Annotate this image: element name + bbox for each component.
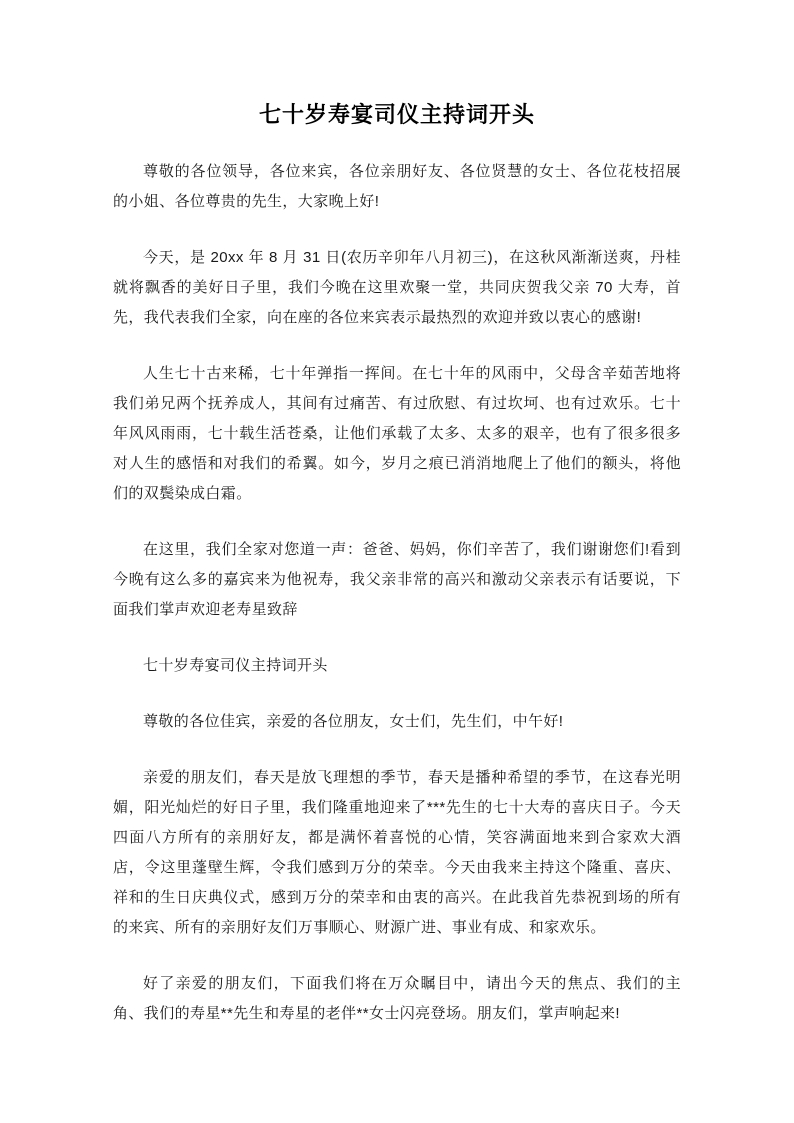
paragraph: 今天，是 20xx 年 8 月 31 日(农历辛卯年八月初三)，在这秋风渐渐送爽，丹桂就将飘香的美好日子里，我们今晚在这里欢聚一堂，共同庆贺我父亲 70 大寿，首先，我代表我们全家，向在座的各位来宾表示最热烈的欢迎并致以衷心的感谢! [113,249,681,326]
paragraph: 亲爱的朋友们，春天是放飞理想的季节，春天是播种希望的季节，在这春光明媚，阳光灿烂的好日子里，我们隆重地迎来了***先生的七十大寿的喜庆日子。今天四面八方所有的亲朋好友，都是满怀着喜悦的心情，笑容满面地来到合家欢大酒店，令这里蓬壁生辉，令我们感到万分的荣幸。今天由我来主持这个隆重、喜庆、祥和的生日庆典仪式，感到万分的荣幸和由衷的高兴。在此我首先恭祝到场的所有的来宾、所有的亲朋好友们万事顺心、财源广进、事业有成、和家欢乐。 [113,769,681,936]
paragraph: 好了亲爱的朋友们，下面我们将在万众瞩目中，请出今天的焦点、我们的主角、我们的寿星**先生和寿星的老伴**女士闪亮登场。朋友们，掌声响起来! [113,975,681,1022]
paragraph: 七十岁寿宴司仪主持词开头 [143,657,328,674]
paragraph: 人生七十古来稀，七十年弹指一挥间。在七十年的风雨中，父母含辛茹苦地将我们弟兄两个抚养成人，其间有过痛苦、有过欣慰、有过坎坷、也有过欢乐。七十年风风雨雨，七十载生活苍桑，让他们承载了太多、太多的艰辛，也有了很多很多对人生的感悟和对我们的希翼。如今，岁月之痕已消消地爬上了他们的额头，将他们的双鬓染成白霜。 [113,365,681,502]
paragraph: 在这里，我们全家对您道一声：爸爸、妈妈，你们辛苦了，我们谢谢您们!看到今晚有这么多的嘉宾来为他祝寿，我父亲非常的高兴和激动父亲表示有话要说，下面我们掌声欢迎老寿星致辞 [113,541,681,618]
document-title: 七十岁寿宴司仪主持词开头 [258,102,535,127]
paragraph: 尊敬的各位佳宾，亲爱的各位朋友，女士们，先生们，中午好! [143,713,564,730]
document-body [113,157,681,1029]
paragraph: 尊敬的各位领导，各位来宾，各位亲朋好友、各位贤慧的女士、各位花枝招展的小姐、各位尊贵的先生，大家晚上好! [113,163,681,210]
